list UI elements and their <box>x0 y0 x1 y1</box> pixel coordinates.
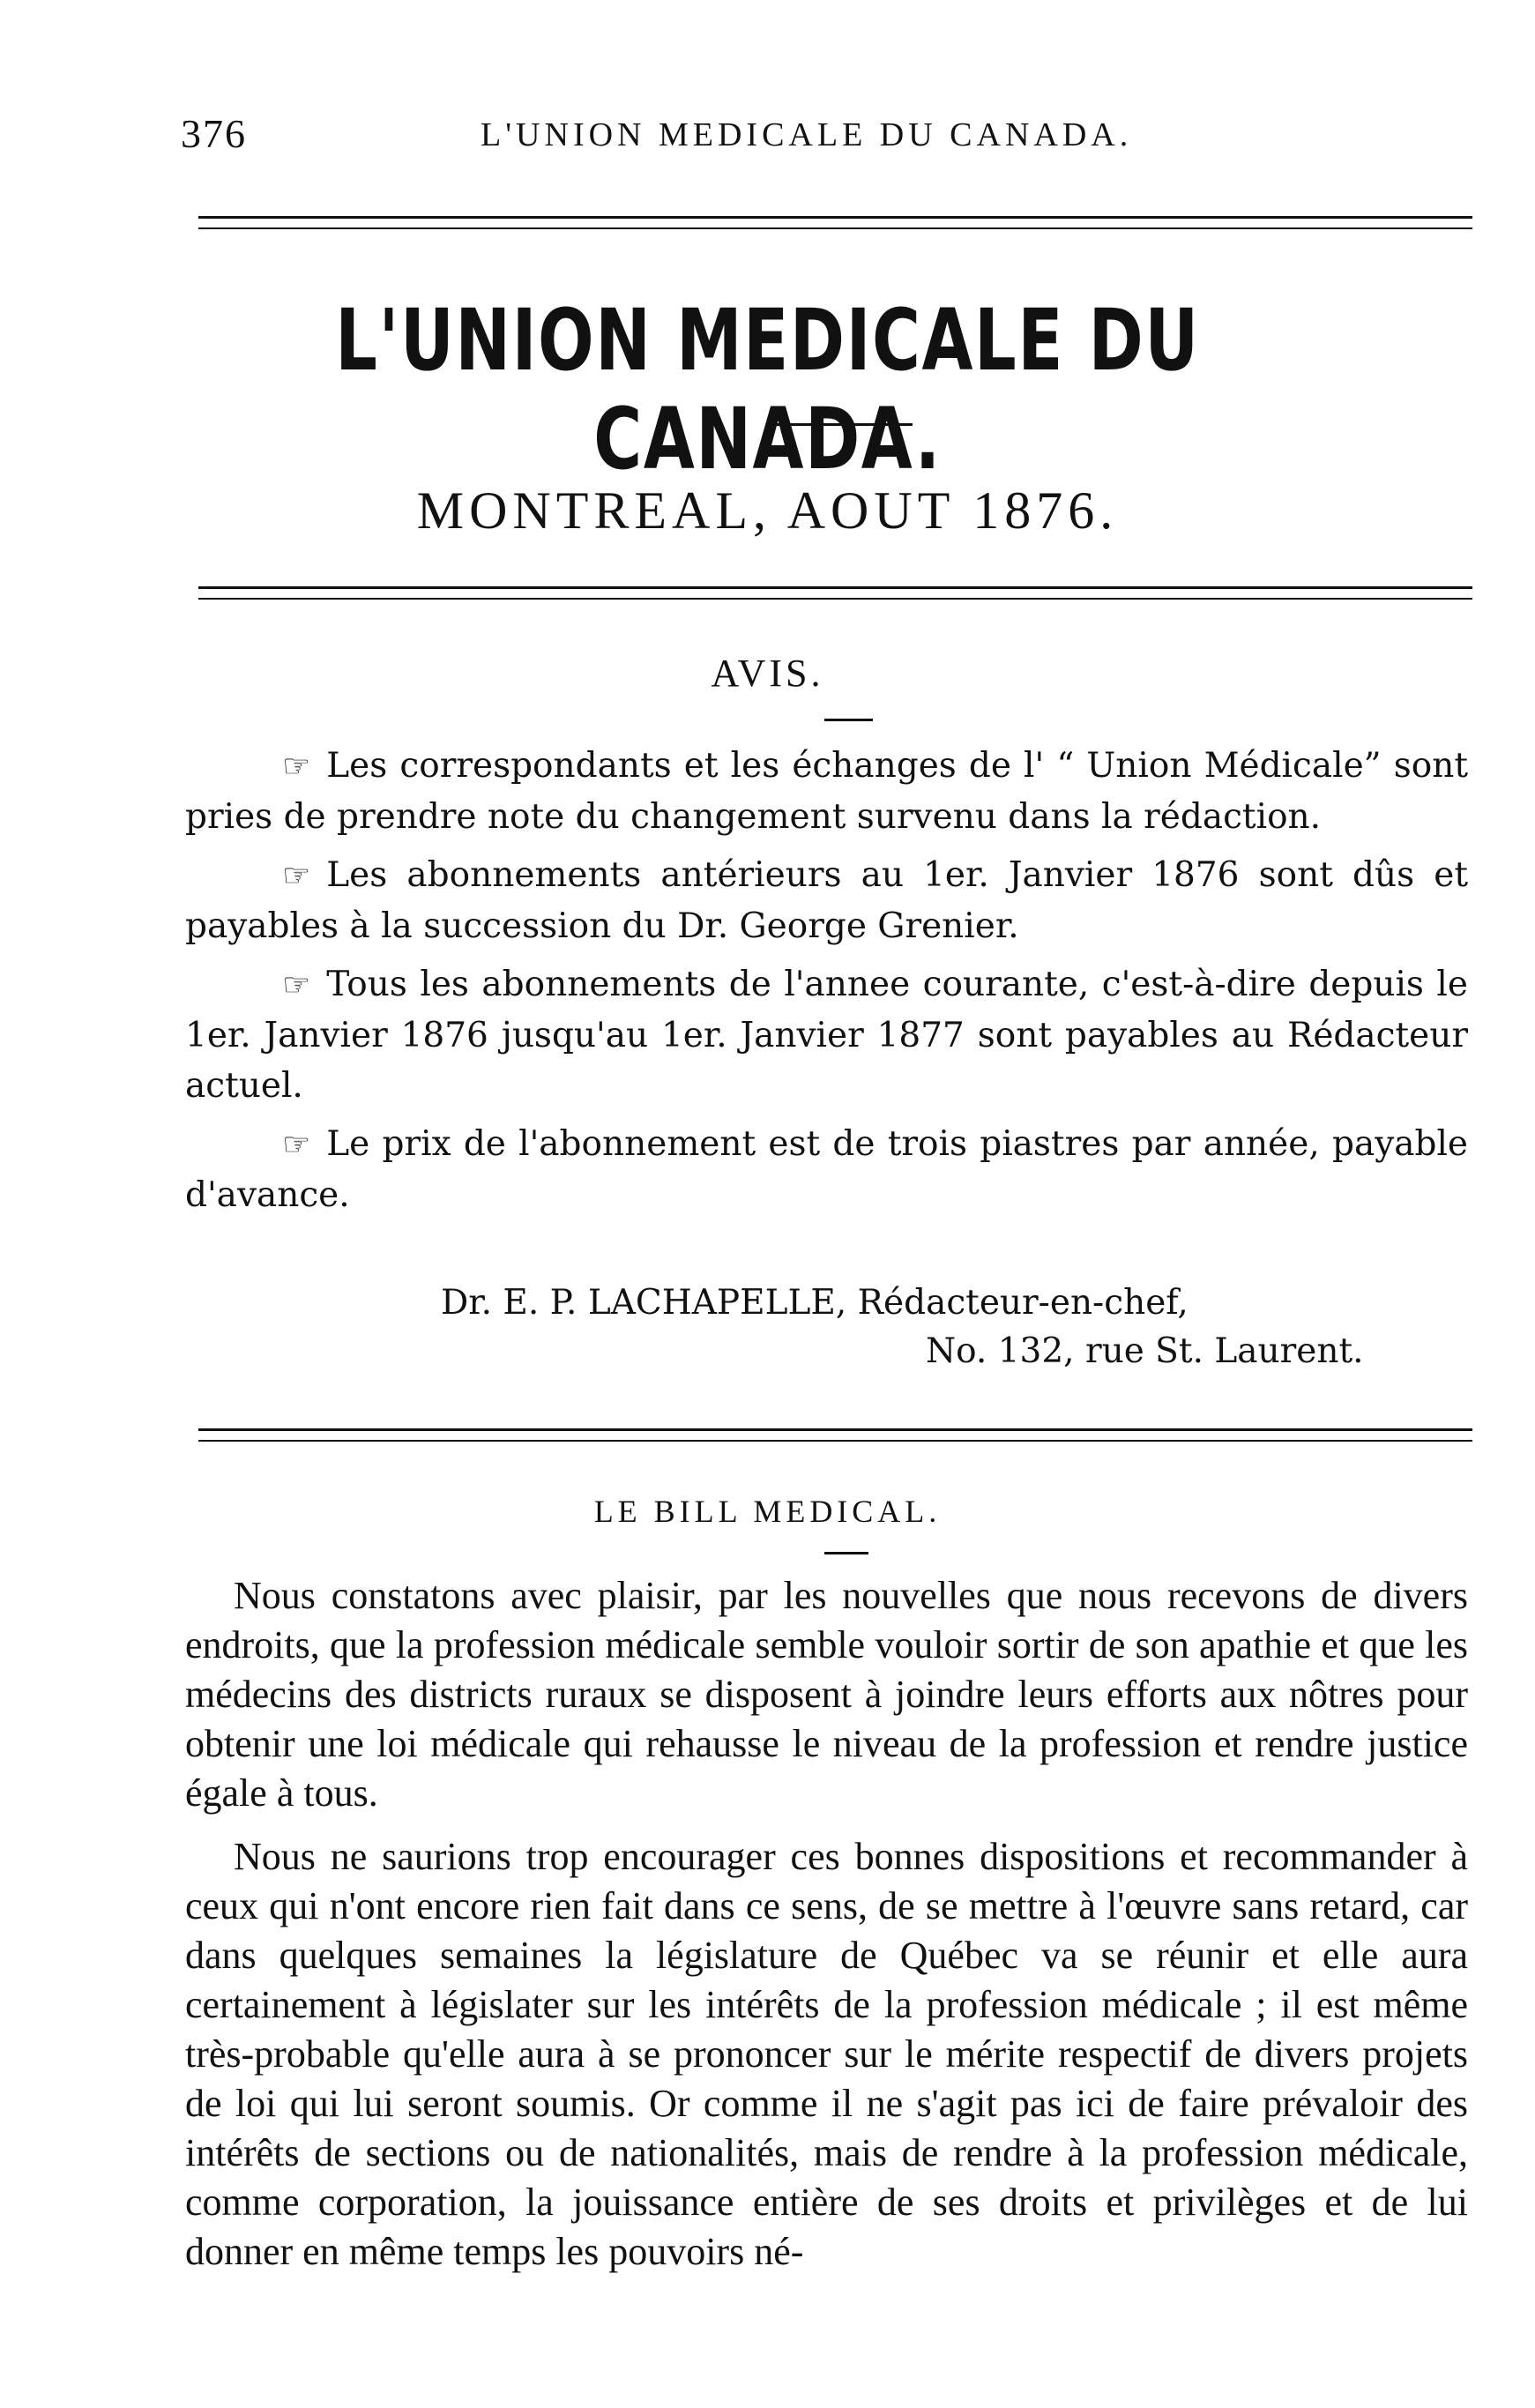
article-paragraph: Nous ne saurions trop encourager ces bonnes dispositions et recommander à ceux qui n'ont encore rien fait dans ce sens, de se mettre à l'œuvre sans retard, car dans quelques semaines la législature de Québec va se réunir et elle aura certainement à législater sur les intérêts de la profession médicale ; il est même très-probable qu'elle aura à se prononcer sur le mérite respectif de divers projets de loi qui lui seront soumis. Or comme il ne s'agit pas ici de faire prévaloir des intérêts de sections ou de nationalités, mais de rendre à la profession médicale, comme corporation, la jouissance entière de ses droits et privilèges et de lui donner en même temps les pouvoirs né- <box>185 1835 1468 2273</box>
pointing-hand-icon: ☞ <box>282 1127 311 1163</box>
avis-notices <box>185 741 1468 1228</box>
pointing-hand-icon: ☞ <box>282 749 311 785</box>
running-title: L'UNION MEDICALE DU CANADA. <box>481 116 1133 153</box>
running-head <box>181 110 1450 163</box>
top-double-rule <box>198 216 1472 229</box>
avis-short-rule <box>824 719 873 721</box>
signature-editor: Dr. E. P. LACHAPELLE, Rédacteur-en-chef, <box>441 1283 1189 1323</box>
avis-heading: AVIS. <box>711 652 824 695</box>
avis-item: ☞ Les correspondants et les échanges de l' “ Union Médicale” sont pries de prendre note du changement survenu dans la rédaction. <box>185 741 1468 842</box>
signature-address: No. 132, rue St. Laurent. <box>926 1331 1364 1371</box>
avis-item: ☞ Tous les abonnements de l'annee courante, c'est-à-dire depuis le 1er. Janvier 1876 jusqu'au 1er. Janvier 1877 sont payables au Rédacteur actuel. <box>185 959 1468 1111</box>
dateline: MONTREAL, AOUT 1876. <box>416 481 1119 540</box>
avis-item: ☞ Les abonnements antérieurs au 1er. Janvier 1876 sont dûs et payables à la succession du Dr. George Grenier. <box>185 850 1468 951</box>
bill-short-rule <box>824 1552 868 1554</box>
avis-top-rule <box>198 586 1472 600</box>
masthead-title: L'UNION MEDICALE DU CANADA. <box>335 291 1200 488</box>
pointing-hand-icon: ☞ <box>282 858 311 894</box>
page-number: 376 <box>181 111 247 156</box>
pointing-hand-icon: ☞ <box>282 967 311 1003</box>
avis-item: ☞ Le prix de l'abonnement est de trois piastres par année, payable d'avance. <box>185 1119 1468 1220</box>
bill-heading: LE BILL MEDICAL. <box>593 1494 942 1529</box>
masthead-short-rule <box>767 423 913 426</box>
bill-article <box>185 1571 1468 2291</box>
bill-top-rule <box>198 1428 1472 1442</box>
article-paragraph: Nous constatons avec plaisir, par les nouvelles que nous recevons de divers endroits, que la profession médicale semble vouloir sortir de son apathie et que les médecins des districts ruraux se disposent à joindre leurs efforts aux nôtres pour obtenir une loi médicale qui rehausse le niveau de la profession et rendre justice égale à tous. <box>185 1574 1468 1815</box>
